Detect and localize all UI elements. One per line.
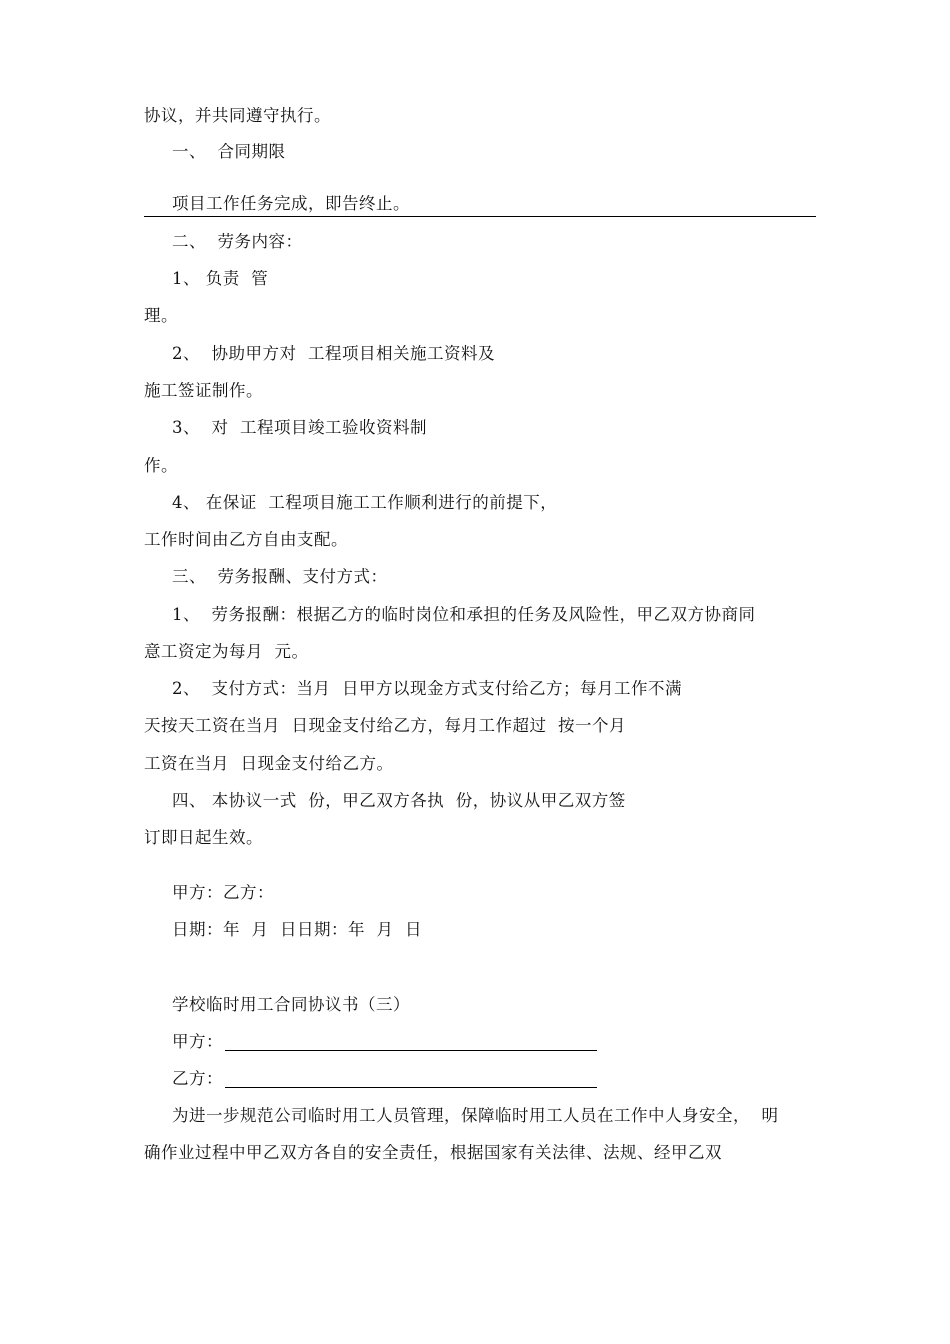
- party-b-label: 乙方：: [172, 1069, 223, 1088]
- party-b-blank: [225, 1087, 597, 1088]
- text-line: 项目工作任务完成，即告终止。: [172, 194, 410, 213]
- horizontal-rule: [144, 216, 816, 217]
- list-item: 2、 协助甲方对 工程项目相关施工资料及: [172, 344, 495, 363]
- signature-parties: 甲方：乙方：: [172, 883, 274, 902]
- text-line: 确作业过程中甲乙双方各自的安全责任，根据国家有关法律、法规、经甲乙双: [144, 1143, 722, 1162]
- text-line: 协议，并共同遵守执行。: [144, 106, 331, 125]
- text-line: 意工资定为每月 元。: [144, 642, 309, 661]
- signature-dates: 日期：年 月 日日期：年 月 日: [172, 920, 422, 939]
- section-heading: 二、 劳务内容：: [172, 232, 303, 251]
- list-item: 1、 负责 管: [172, 269, 269, 288]
- text-line: 理。: [144, 306, 178, 325]
- text-line: 工资在当月 日现金支付给乙方。: [144, 754, 394, 773]
- text-line: 作。: [144, 456, 178, 475]
- list-item: 2、 支付方式：当月 日甲方以现金方式支付给乙方；每月工作不满: [172, 679, 682, 698]
- text-line: 为进一步规范公司临时用工人员管理，保障临时用工人员在工作中人身安全， 明: [172, 1106, 779, 1125]
- list-item: 1、 劳务报酬：根据乙方的临时岗位和承担的任务及风险性，甲乙双方协商同: [172, 605, 756, 624]
- list-item: 4、 在保证 工程项目施工工作顺利进行的前提下，: [172, 493, 558, 512]
- party-a-field: [172, 1031, 597, 1053]
- section-heading: 三、 劳务报酬、支付方式：: [172, 567, 388, 586]
- document-title: 学校临时用工合同协议书（三）: [172, 995, 410, 1014]
- section-heading: 四、 本协议一式 份，甲乙双方各执 份，协议从甲乙双方签: [172, 791, 626, 810]
- party-a-label: 甲方：: [172, 1032, 223, 1051]
- text-line: 订即日起生效。: [144, 828, 263, 847]
- text-line: 天按天工资在当月 日现金支付给乙方，每月工作超过 按一个月: [144, 716, 626, 735]
- list-item: 3、 对 工程项目竣工验收资料制: [172, 418, 427, 437]
- party-a-blank: [225, 1050, 597, 1051]
- text-line: 施工签证制作。: [144, 381, 263, 400]
- text-line: 工作时间由乙方自由支配。: [144, 530, 348, 549]
- section-heading: 一、 合同期限: [172, 142, 286, 161]
- party-b-field: [172, 1068, 597, 1090]
